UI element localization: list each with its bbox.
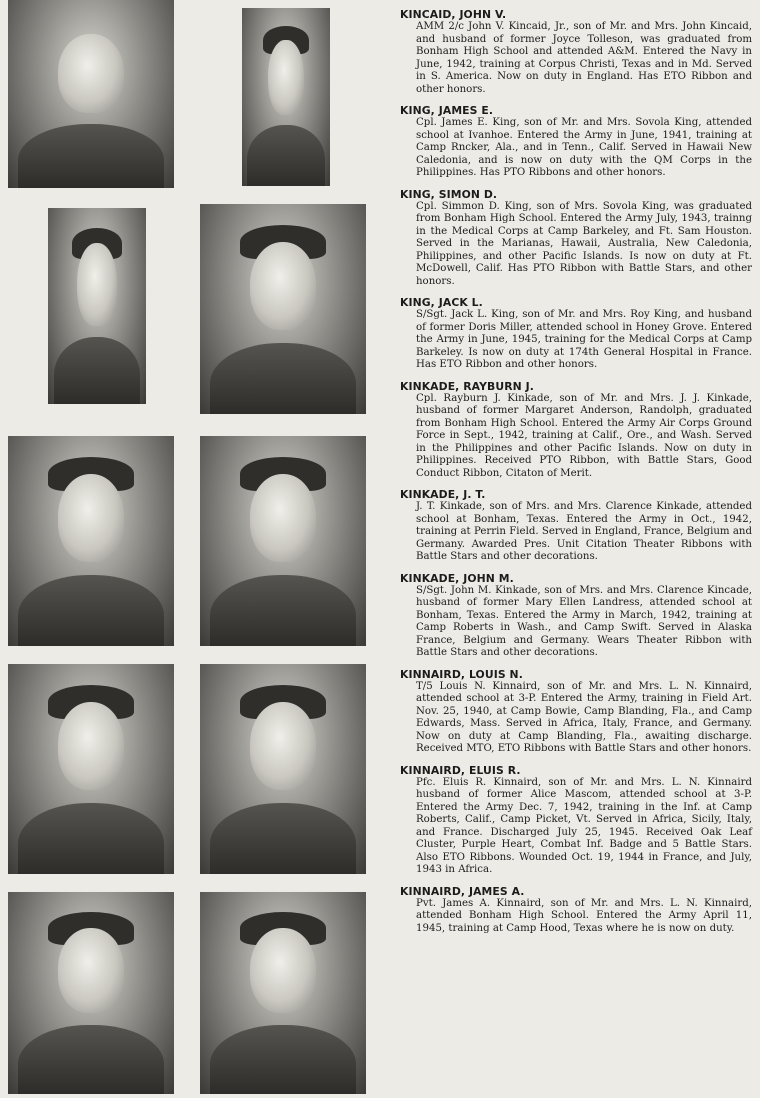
portrait-photo-kinnaird-eluis: [8, 892, 174, 1094]
entry-name: KINKADE, RAYBURN J.: [400, 379, 534, 393]
entry-bio: Cpl. Rayburn J. Kinkade, son of Mr. and Mrs. J. J. Kinkade, husband of former Margaret Anderson, Randolph, graduated from Bonham High School. Entered the Army Air Corps Ground Force in Sept., 1942, training at Calif., Ore., and Wash. Served in the Philippines and other Pacific Islands. Now on duty in Philippines. Received PTO Ribbon, with Battle Stars, Good Conduct Ribbon, Citaton of Merit.: [416, 392, 752, 479]
biography-entry: [400, 296, 752, 372]
entry-bio: Cpl. James E. King, son of Mr. and Mrs. Sovola King, attended school at Ivanhoe. Entered the Army in June, 1941, training at Camp Rncker, Ala., and in Tenn., Calif. Served in Hawaii New Caledonia, and is now on duty with the QM Corps in the Philippines. Has PTO Ribbons and other honors.: [416, 117, 752, 178]
entry-name: KINKADE, J. T.: [400, 488, 486, 501]
biography-entry: [400, 572, 752, 660]
portrait-photo-kincaid-john: [8, 0, 174, 188]
entry-bio: T/5 Louis N. Kinnaird, son of Mr. and Mrs. L. N. Kinnaird, attended school at 3-P. Entered the Army, training in Field Art. Nov. 25, 1940, at Camp Bowie, Camp Blanding, Fla., and Camp Edwards, Mass. Served in Africa, Italy, France, and Germany. Now on duty at Camp Blanding, Fla., awaiting discharge. Received MTO, ETO Ribbons with Battle Stars and other honors.: [416, 680, 752, 754]
entry-name: KINNAIRD, JAMES A.: [400, 884, 525, 898]
portrait-photo-king-jack: [200, 204, 366, 414]
biography-entry: [400, 488, 752, 564]
entry-bio: S/Sgt. Jack L. King, son of Mr. and Mrs. Roy King, and husband of former Doris Miller, attended school in Honey Grove. Entered the Army in June, 1945, training for the Medical Corps at Camp Barkeley. Is now on duty at 174th General Hospital in France. Has ETO Ribbon and other honors.: [416, 309, 752, 370]
portrait-photo-kinkade-john: [8, 664, 174, 874]
entry-bio: J. T. Kinkade, son of Mrs. and Mrs. Clarence Kinkade, attended school at Bonham, Texas. Entered the Army in Oct., 1942, training at Perrin Field. Served in England, France, Belgium and Germany. Awarded Pres. Unit Citation Theater Ribbons with Battle Stars and other decorations.: [416, 501, 752, 562]
entry-bio: Cpl. Simmon D. King, son of Mrs. Sovola King, was graduated from Bonham High School. Entered the Army July, 1943, trainng in the Medical Corps at Camp Barkeley, and Ft. Sam Houston. Served in the Marianas, Hawaii, Australia, New Caledonia, Philippines, and other Pacific Islands. Is now on duty at Ft. McDowell, Calif. Has PTO Ribbon with Battle Stars, and other honors.: [416, 200, 752, 287]
biography-entry: [400, 668, 752, 756]
entry-name: KINNAIRD, ELUIS R.: [400, 763, 521, 777]
entry-name: KING, SIMON D.: [400, 187, 498, 201]
biography-entry: [400, 8, 752, 96]
entry-bio: Pfc. Eluis R. Kinnaird, son of Mr. and Mrs. L. N. Kinnaird husband of former Alice Mascom, attended school at 3-P. Entered the Army Dec. 7, 1942, training in the Inf. at Camp Roberts, Calif., Camp Picket, Vt. Served in Africa, Sicily, Italy, and France. Discharged July 25, 1945. Received Oak Leaf Cluster, Purple Heart, Combat Inf. Badge and 5 Battle Stars. Also ETO Ribbons. Wounded Oct. 19, 1944 in France, and July, 1943 in Africa.: [416, 776, 752, 875]
entry-name: KINKADE, JOHN M.: [400, 571, 514, 585]
portrait-photo-kinnaird-james: [200, 892, 366, 1094]
biography-column: [400, 8, 752, 943]
entry-name: KINNAIRD, LOUIS N.: [400, 667, 523, 681]
entry-name: KINCAID, JOHN V.: [400, 8, 507, 21]
portrait-photo-king-simon: [48, 208, 146, 404]
biography-entry: [400, 380, 752, 481]
biography-entry: [400, 188, 752, 289]
portrait-photo-kinnaird-louis: [200, 664, 366, 874]
portrait-photo-kinkade-jt: [200, 436, 366, 646]
biography-entry: [400, 104, 752, 180]
portrait-photo-kinkade-rayburn: [8, 436, 174, 646]
entry-bio: S/Sgt. John M. Kinkade, son of Mrs. and Mrs. Clarence Kincade, husband of former Mary Ellen Landress, attended school at Bonham, Texas. Entered the Army in March, 1942, training at Camp Roberts in Wash., and Camp Swift. Served in Alaska France, Belgium and Germany. Wears Theater Ribbon with Battle Stars and other decorations.: [416, 584, 752, 658]
entry-bio: Pvt. James A. Kinnaird, son of Mr. and Mrs. L. N. Kinnaird, attended Bonham High School. Entered the Army April 11, 1945, training at Camp Hood, Texas where he is now on duty.: [416, 897, 752, 934]
biography-entry: [400, 885, 752, 936]
portrait-photo-king-james: [242, 8, 330, 186]
biography-entry: [400, 764, 752, 877]
entry-bio: AMM 2/c John V. Kincaid, Jr., son of Mr. and Mrs. John Kincaid, and husband of former Joyce Tolleson, was graduated from Bonham High School and attended A&M. Entered the Navy in June, 1942, training at Corpus Christi, Texas and in Md. Served in S. America. Now on duty in England. Has ETO Ribbon and other honors.: [416, 21, 752, 95]
entry-name: KING, JACK L.: [400, 296, 483, 309]
entry-name: KING, JAMES E.: [400, 104, 494, 117]
